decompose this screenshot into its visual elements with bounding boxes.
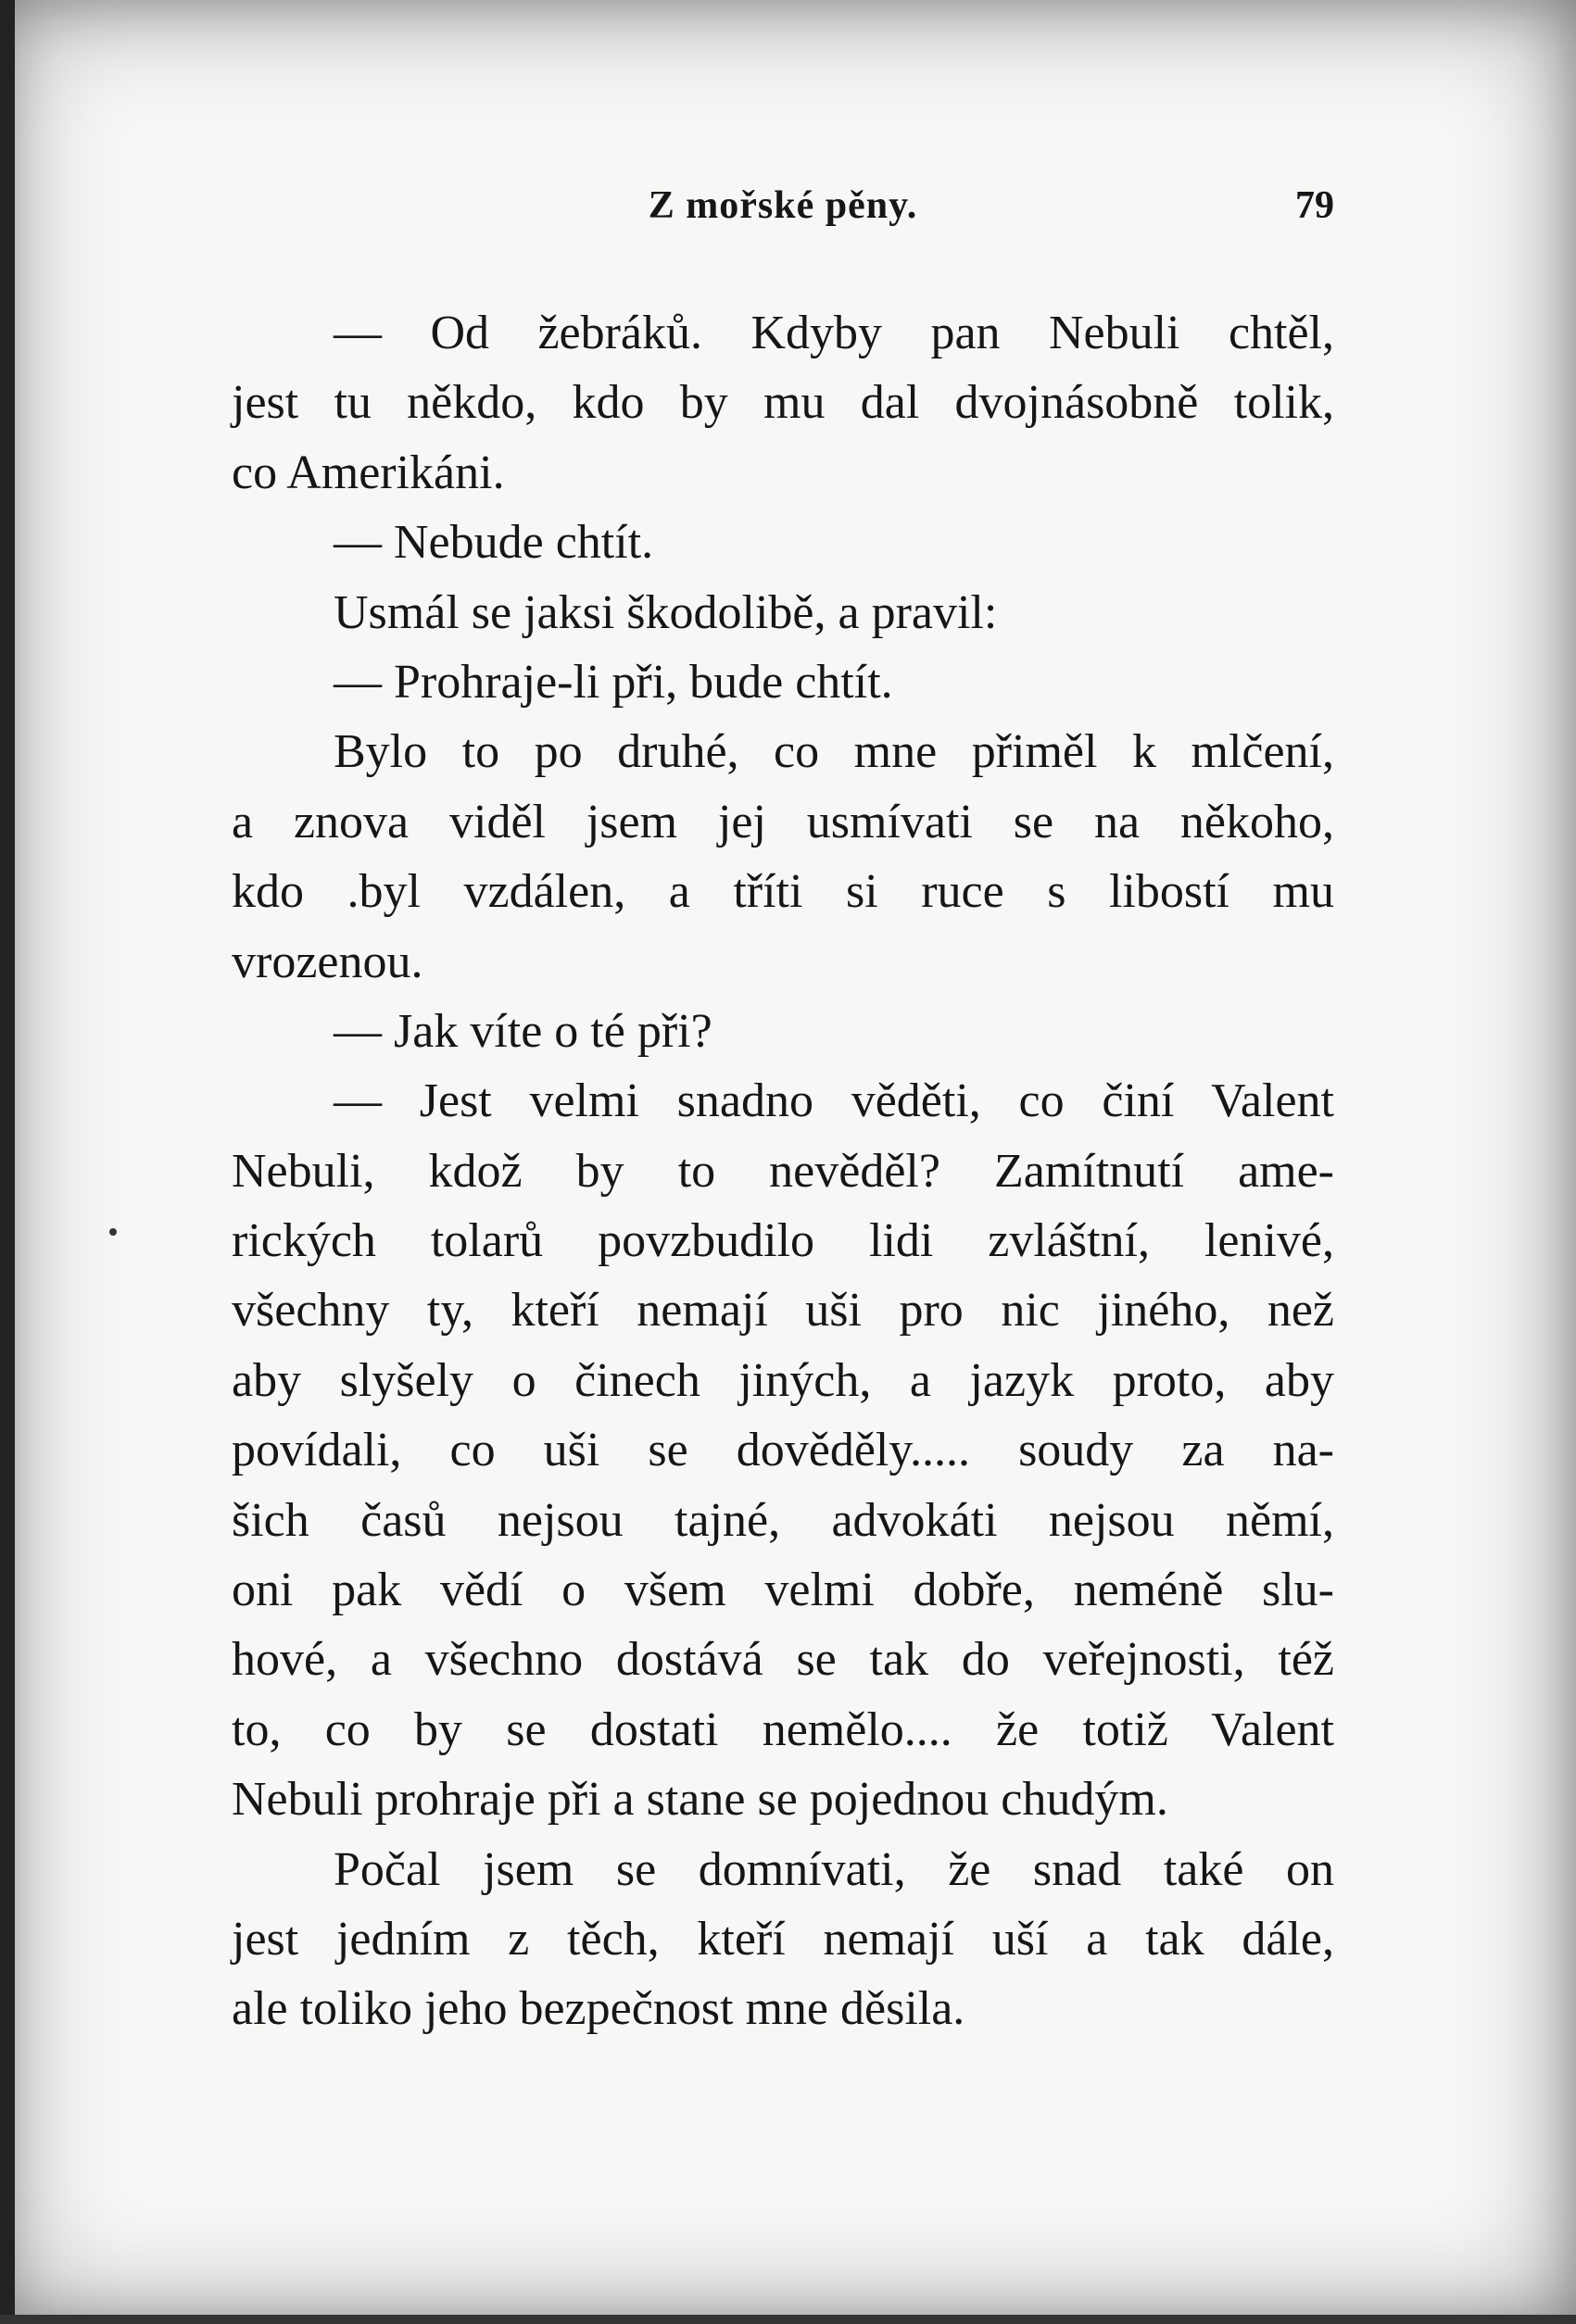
page-bottom-edge	[0, 2315, 1576, 2324]
text-line: hové, a všechno dostává se tak do veřejnosti, též	[232, 1633, 1334, 1687]
text-line: oni pak vědí o všem velmi dobře, neméně slu-	[232, 1564, 1334, 1617]
text-line: — Jak víte o té při?	[334, 1004, 712, 1058]
page-number: 79	[1295, 184, 1334, 227]
running-head	[232, 183, 1334, 239]
text-line: jest jedním z těch, kteří nemají uší a tak dále,	[232, 1912, 1334, 1966]
text-line: co Amerikáni.	[232, 446, 505, 499]
print-speck	[109, 1228, 117, 1236]
page-edge-shadow	[0, 0, 15, 2324]
text-line: to, co by se dostati nemělo.... že totiž Valent	[232, 1702, 1334, 1756]
text-line: povídali, co uši se dověděly..... soudy za na-	[232, 1424, 1334, 1477]
text-line: vrozenou.	[232, 935, 423, 988]
text-line: šich časů nejsou tajné, advokáti nejsou němí,	[232, 1493, 1334, 1547]
text-line: — Nebude chtít.	[334, 516, 654, 570]
text-line: Usmál se jaksi škodolibě, a pravil:	[334, 585, 998, 639]
text-line: Počal jsem se domnívati, že snad také on	[334, 1842, 1334, 1896]
text-line: — Jest velmi snadno věděti, co činí Valent	[334, 1074, 1334, 1128]
text-line: Bylo to po druhé, co mne přiměl k mlčení,	[334, 725, 1334, 779]
text-line: kdo .byl vzdálen, a tříti si ruce s libostí mu	[232, 865, 1334, 919]
text-line: a znova viděl jsem jej usmívati se na někoho,	[232, 795, 1334, 848]
text-line: rických tolarů povzbudilo lidi zvláštní, lenivé,	[232, 1214, 1334, 1268]
text-line: — Od žebráků. Kdyby pan Nebuli chtěl,	[334, 307, 1334, 359]
text-line: — Prohraje-li při, bude chtít.	[334, 655, 893, 709]
text-line: Nebuli, kdož by to nevěděl? Zamítnutí ame-	[232, 1144, 1334, 1198]
text-line: ale toliko jeho bezpečnost mne děsila.	[232, 1982, 965, 2036]
text-line: Nebuli prohraje při a stane se pojednou chudým.	[232, 1773, 1168, 1827]
text-line: všechny ty, kteří nemají uši pro nic jiného, než	[232, 1284, 1334, 1338]
text-line: aby slyšely o činech jiných, a jazyk proto, aby	[232, 1353, 1334, 1407]
text-line: jest tu někdo, kdo by mu dal dvojnásobně tolik,	[232, 376, 1334, 430]
body-text	[232, 298, 1334, 2044]
running-title: Z mořské pěny.	[648, 184, 918, 227]
